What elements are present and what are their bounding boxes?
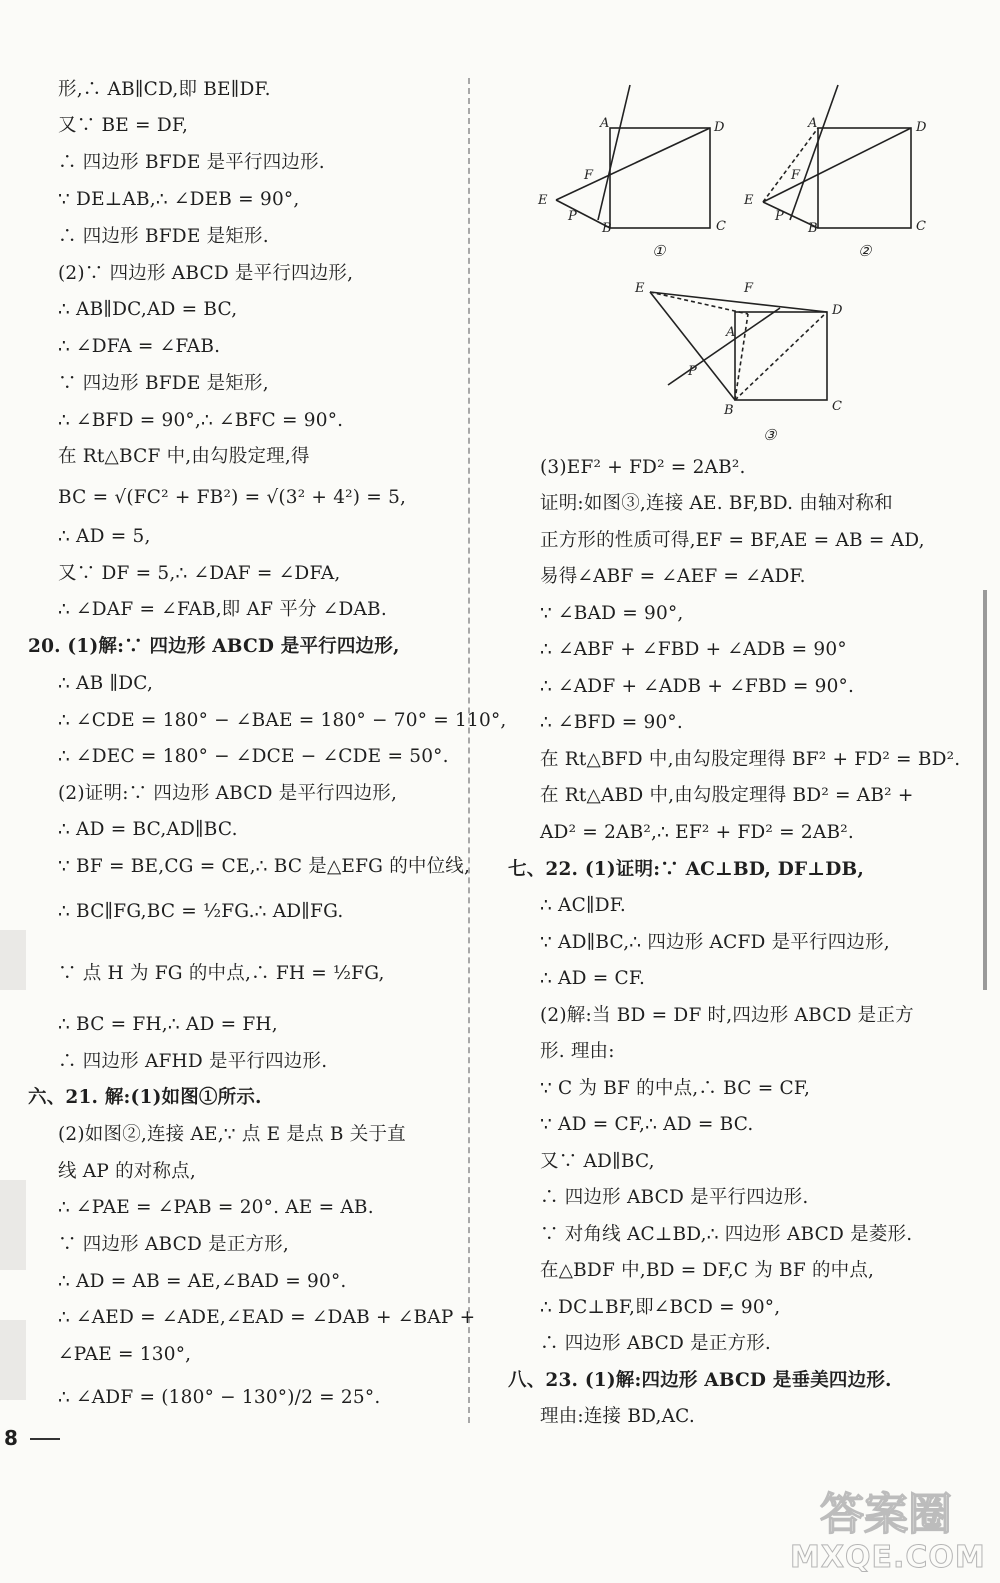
- watermark-title: 答案圈: [820, 1489, 952, 1540]
- text-line: 易得∠ABF = ∠AEF = ∠ADF.: [540, 566, 806, 587]
- text-line: ∴ AB ∥DC,: [58, 673, 154, 694]
- fig3-label-P: P: [688, 364, 697, 379]
- page-number-dash: [30, 1438, 60, 1440]
- text-line: ∠PAE = 130°,: [58, 1344, 192, 1365]
- fig1-label-B: B: [602, 221, 612, 236]
- text-line: ∴ ∠ADF + ∠ADB + ∠FBD = 90°.: [540, 676, 855, 697]
- text-line: ∵ 四边形 ABCD 是正方形,: [58, 1234, 290, 1255]
- text-line: ∴ BC = FH,∴ AD = FH,: [58, 1014, 278, 1035]
- fig2-label-F: F: [791, 168, 801, 183]
- column-divider: [468, 78, 470, 1423]
- text-line: ∴ ∠AED = ∠ADE,∠EAD = ∠DAB + ∠BAP +: [58, 1307, 476, 1328]
- text-line: 又∵ DF = 5,∴ ∠DAF = ∠DFA,: [58, 563, 341, 584]
- text-line: ∴ 四边形 ABCD 是正方形.: [540, 1333, 772, 1354]
- text-line: ∴ AD = BC,AD∥BC.: [58, 819, 238, 840]
- fig3-label-C: C: [832, 399, 842, 414]
- fig3-label-A: A: [726, 325, 736, 340]
- figure-1-caption: ①: [652, 242, 666, 260]
- text-line: ∴ 四边形 ABCD 是平行四边形.: [540, 1187, 809, 1208]
- text-line: ∴ 四边形 AFHD 是平行四边形.: [58, 1051, 328, 1072]
- text-line: (2)如图②,连接 AE,∵ 点 E 是点 B 关于直: [58, 1124, 406, 1145]
- text-line: ∵ AD = CF,∴ AD = BC.: [540, 1114, 754, 1135]
- text-line: ∵ AD∥BC,∴ 四边形 ACFD 是平行四边形,: [540, 932, 890, 953]
- figure-3-drawing: [650, 292, 827, 400]
- text-line: 在 Rt△ABD 中,由勾股定理得 BD² = AB² +: [540, 785, 914, 806]
- figure-2-caption: ②: [858, 242, 872, 260]
- text-line: ∵ BF = BE,CG = CE,∴ BC 是△EFG 的中位线,: [58, 856, 471, 877]
- fig3-label-D: D: [832, 303, 843, 318]
- text-line: 证明:如图③,连接 AE. BF,BD. 由轴对称和: [540, 493, 893, 514]
- text-line: ∴ 四边形 BFDE 是平行四边形.: [58, 152, 325, 173]
- text-line: ∴ DC⊥BF,即∠BCD = 90°,: [540, 1297, 781, 1318]
- text-line: ∴ ∠BFD = 90°,∴ ∠BFC = 90°.: [58, 410, 344, 431]
- formula-line: BC = √(FC² + FB²) = √(3² + 4²) = 5,: [58, 487, 407, 508]
- text-line: 理由:连接 BD,AC.: [540, 1406, 695, 1427]
- fig2-label-P: P: [775, 209, 784, 224]
- fig1-label-E: E: [538, 193, 548, 208]
- fig2-label-B: B: [808, 221, 818, 236]
- text-line: ∵ C 为 BF 的中点,∴ BC = CF,: [540, 1078, 811, 1099]
- text-line: 形,∴ AB∥CD,即 BE∥DF.: [58, 79, 271, 100]
- text-line: ∴ ∠BFD = 90°.: [540, 712, 683, 733]
- text-line: ∴ AD = CF.: [540, 968, 646, 989]
- text-line: ∵ DE⊥AB,∴ ∠DEB = 90°,: [58, 189, 300, 210]
- figure-3-caption: ③: [763, 426, 777, 444]
- text-line: 又∵ BE = DF,: [58, 115, 189, 136]
- text-line: ∴ ∠DAF = ∠FAB,即 AF 平分 ∠DAB.: [58, 599, 387, 620]
- text-line: (2)解:当 BD = DF 时,四边形 ABCD 是正方: [540, 1005, 914, 1026]
- text-line: ∴ ∠CDE = 180° − ∠BAE = 180° − 70° = 110°,: [58, 710, 507, 731]
- text-line: ∴ ∠DFA = ∠FAB.: [58, 336, 221, 357]
- figures-svg: [520, 80, 990, 450]
- formula-line: ∴ ∠ADF = (180° − 130°)/2 = 25°.: [58, 1387, 381, 1408]
- text-line: ∴ AD = 5,: [58, 526, 151, 547]
- text-line: 形. 理由:: [540, 1041, 615, 1062]
- page-edge-shadow: [983, 590, 987, 990]
- formula-line: ∵ 点 H 为 FG 的中点,∴ FH = ½FG,: [58, 963, 385, 984]
- fig3-label-F: F: [744, 281, 754, 296]
- text-line: ∵ 对角线 AC⊥BD,∴ 四边形 ABCD 是菱形.: [540, 1224, 913, 1245]
- fig2-label-A: A: [808, 116, 818, 131]
- page-number: 8: [4, 1426, 18, 1450]
- text-line: ∴ ∠ABF + ∠FBD + ∠ADB = 90°: [540, 639, 847, 660]
- scan-edge-noise: [0, 1180, 26, 1270]
- fig2-label-E: E: [744, 193, 754, 208]
- text-line: ∴ AD = AB = AE,∠BAD = 90°.: [58, 1271, 347, 1292]
- text-line: (3)EF² + FD² = 2AB².: [540, 457, 746, 478]
- text-line: ∵ 四边形 BFDE 是矩形,: [58, 373, 269, 394]
- text-line: (2)∵ 四边形 ABCD 是平行四边形,: [58, 263, 354, 284]
- question-22-heading: 七、22. (1)证明:∵ AC⊥BD, DF⊥DB,: [508, 859, 864, 880]
- text-line: 在 Rt△BCF 中,由勾股定理,得: [58, 446, 310, 467]
- text-line: (2)证明:∵ 四边形 ABCD 是平行四边形,: [58, 783, 398, 804]
- text-line: 在△BDF 中,BD = DF,C 为 BF 的中点,: [540, 1260, 875, 1281]
- fig3-label-E: E: [635, 281, 645, 296]
- question-20-heading: 20. (1)解:∵ 四边形 ABCD 是平行四边形,: [28, 636, 400, 657]
- text-line: ∴ AC∥DF.: [540, 895, 626, 916]
- text-line: ∵ ∠BAD = 90°,: [540, 603, 684, 624]
- question-23-heading: 八、23. (1)解:四边形 ABCD 是垂美四边形.: [508, 1370, 892, 1391]
- text-line: ∴ AB∥DC,AD = BC,: [58, 299, 238, 320]
- fig2-label-D: D: [916, 120, 927, 135]
- text-line: 在 Rt△BFD 中,由勾股定理得 BF² + FD² = BD².: [540, 749, 961, 770]
- formula-line: ∴ BC∥FG,BC = ½FG.∴ AD∥FG.: [58, 901, 344, 922]
- fig1-label-F: F: [584, 168, 594, 183]
- fig1-label-D: D: [714, 120, 725, 135]
- question-21-heading: 六、21. 解:(1)如图①所示.: [28, 1087, 262, 1108]
- text-line: ∴ ∠PAE = ∠PAB = 20°. AE = AB.: [58, 1197, 374, 1218]
- watermark-url: MXQE.COM: [790, 1540, 986, 1575]
- fig1-label-C: C: [716, 219, 726, 234]
- fig1-label-P: P: [568, 209, 577, 224]
- text-line: ∴ ∠DEC = 180° − ∠DCE − ∠CDE = 50°.: [58, 746, 449, 767]
- fig1-label-A: A: [600, 116, 610, 131]
- figure-2-drawing: [763, 85, 911, 228]
- fig2-label-C: C: [916, 219, 926, 234]
- scan-edge-noise: [0, 1320, 26, 1400]
- text-line: AD² = 2AB²,∴ EF² + FD² = 2AB².: [540, 822, 854, 843]
- text-line: 线 AP 的对称点,: [58, 1161, 196, 1182]
- fig3-label-B: B: [724, 403, 734, 418]
- text-line: ∴ 四边形 BFDE 是矩形.: [58, 226, 269, 247]
- text-line: 正方形的性质可得,EF = BF,AE = AB = AD,: [540, 530, 925, 551]
- figure-1-drawing: [556, 85, 710, 228]
- text-line: 又∵ AD∥BC,: [540, 1151, 655, 1172]
- scan-edge-noise: [0, 930, 26, 990]
